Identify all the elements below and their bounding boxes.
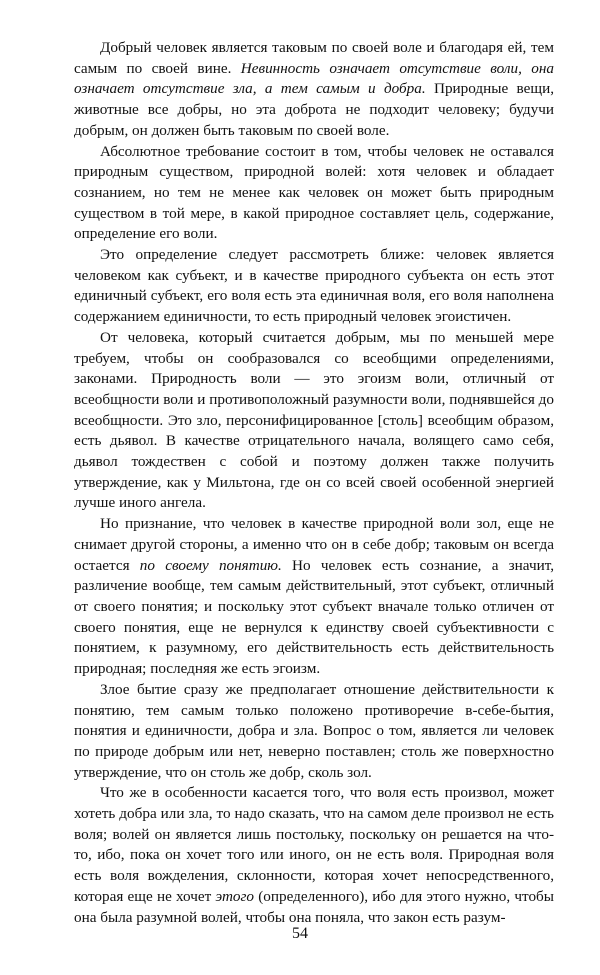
page-number: 54 [292,925,308,942]
paragraph-2-text-1: Абсолютное требование состоит в том, чтобы человек не оставался природным существом, природной волей: хотя человек и обладает сознанием, но тем не менее как человек он может быть природным существом в той мере, в какой природное составляет цель, содержание, определение его воли. [74,142,554,243]
paragraph-7-text-1: Что же в особенности касается того, что воля есть произвол, может хотеть добра или зла, то надо сказать, что на самом деле произвол не есть воля; волей он является лишь постольку, поскольку он решается на что-то, ибо, пока он хочет того или иного, он не есть воля. Природная воля есть воля вожделения, склонности, которая хочет непосредственного, которая еще не хочет [74,784,554,905]
paragraph-6 [74,680,554,784]
paragraph-3 [74,245,554,328]
paragraph-4-text-1: От человека, который считается добрым, мы по меньшей мере требуем, чтобы он сообразовался со всеобщими определениями, законами. Природность воли — это эгоизм воли, отличный от всеобщности воли и противоположный разумности воли, поднявшейся до всеобщности. Это зло, персонифицированное [столь] всеобщим образом, есть дьявол. В качестве отрицательного начала, волящего само себя, дьявол тождествен с собой и поэтому должен также получить утверждение, как у Мильтона, где он со всей своей особенной энергией лучше иного ангела. [74,328,554,512]
paragraph-1-text-2: Природные вещи, животные все добры, но эта доброта не подходит человеку; будучи добрым, он должен быть таковым по своей воле. [74,80,554,139]
paragraph-7-italic-1: этого [215,887,255,905]
paragraph-5-text-2: Но человек есть сознание, а значит, различение вообще, тем самым действительный, этот субъект, отличный от своего понятия; и поскольку этот субъект вначале только отличен от своего понятия, еще не вернулся к единству своей субъективности с понятием, к разумному, его действительность есть действительность природная; последняя же есть эгоизм. [74,556,554,678]
paragraph-5-text-1: Но признание, что человек в качестве природной воли зол, еще не снимает другой стороны, а именно что он в себе добр; таковым он всегда остается [74,515,554,574]
paragraph-1 [74,38,554,142]
paragraph-3-text-1: Это определение следует рассмотреть ближе: человек является человеком как субъект, и в качестве природного субъекта он есть этот единичный субъект, его воля есть эта единичная воля, его воля наполнена содержанием единичности, то есть природный человек эгоистичен. [74,246,554,326]
paragraph-6-text-1: Злое бытие сразу же предполагает отношение действительности к понятию, тем самым только положено противоречие в-себе-бытия, понятия и единичности, добра и зла. Вопрос о том, является ли человек по природе добрым или нет, неверно поставлен; столь же поверхностно утверждение, что он столь же добр, сколь зол. [74,680,554,781]
paragraph-2 [74,142,554,246]
paragraph-1-italic-1: Невинность означает отсутствие воли, она означает отсутствие зла, а тем самым и добра. [74,59,554,98]
page-body [74,38,554,928]
paragraph-1-text-1: Добрый человек является таковым по своей воле и благодаря ей, тем самым по своей вине. [74,39,554,77]
paragraph-7-text-2: (определенного), ибо для этого нужно, чтобы она была разумной волей, чтобы она поняла, что закон есть разум- [74,887,554,926]
paragraph-5 [74,514,554,680]
paragraph-7 [74,783,554,928]
paragraph-5-italic-1: по своему понятию. [139,556,282,574]
paragraph-4 [74,328,554,514]
